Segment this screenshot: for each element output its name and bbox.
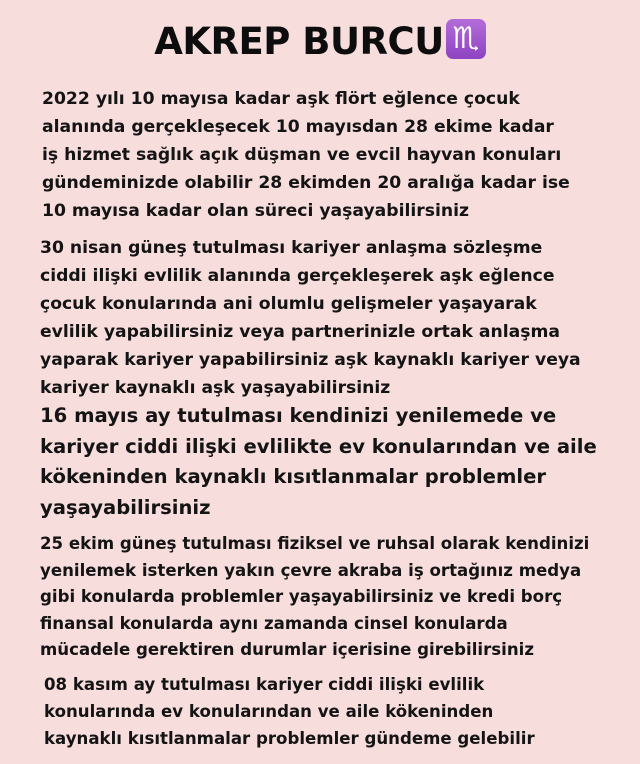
paragraph-lunar-eclipse-november: 08 kasım ay tutulması kariyer ciddi ilişki evlilik konularında ev konularından ve aile kökeninden kaynaklı kısıtlanmalar problemler gündeme gelebilir <box>44 675 535 748</box>
paragraph-may-2022: 2022 yılı 10 mayısa kadar aşk flört eğlence çocuk alanında gerçekleşecek 10 mayısdan 28 ekime kadar iş hizmet sağlık açık düşman ve evcil hayvan konuları gündeminizde olabilir 28 ekimden 20 aralığa kadar ise 10 mayısa kadar olan süreci yaşayabilirsiniz <box>42 89 570 221</box>
scorpio-icon: ♏ <box>446 19 486 59</box>
paragraph-lunar-eclipse-may: 16 mayıs ay tutulması kendinizi yenilemede ve kariyer ciddi ilişki evlilikte ev konularından ve aile kökeninden kaynaklı kısıtlanmalar problemler yaşayabilirsiniz <box>40 404 597 519</box>
page-title: AKREP BURCU <box>154 19 444 63</box>
paragraph-solar-eclipse-april: 30 nisan güneş tutulması kariyer anlaşma sözleşme ciddi ilişki evlilik alanında gerçekleşerek aşk eğlence çocuk konularında ani olumlu gelişmeler yaşayarak evlilik yapabilirsiniz veya partnerinizle ortak anlaşma yaparak kariyer yapabilirsiniz aşk kaynaklı kariyer veya kariyer kaynaklı aşk yaşayabilirsiniz <box>40 238 581 398</box>
paragraph-solar-eclipse-october: 25 ekim güneş tutulması fiziksel ve ruhsal olarak kendinizi yenilemek isterken yakın çevre akraba iş ortağınız medya gibi konularda problemler yaşayabilirsiniz ve kredi borç finansal konularda aynı zamanda cinsel konularda mücadele gerektiren durumlar içerisine girebilirsiniz <box>40 534 590 659</box>
header <box>0 14 640 68</box>
